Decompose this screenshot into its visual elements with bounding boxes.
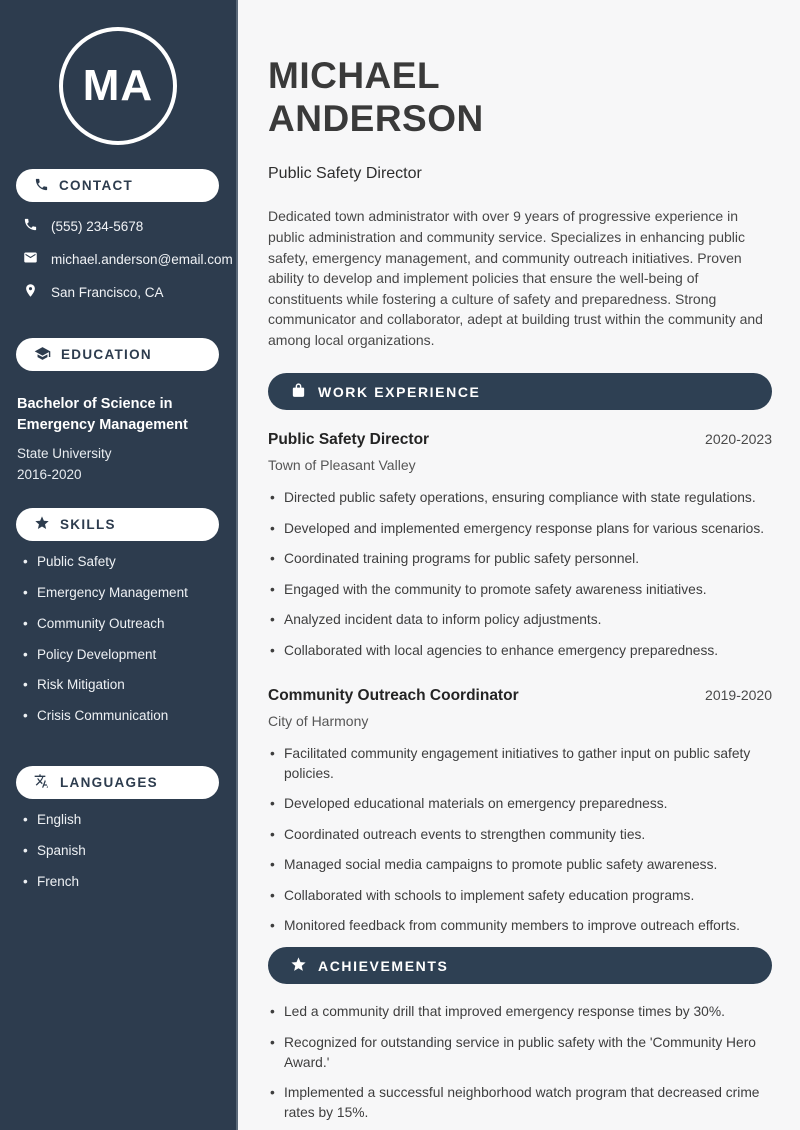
achievements-section-header — [268, 947, 772, 984]
contact-list — [0, 217, 236, 301]
work-experience-section-header — [268, 373, 772, 410]
skills-section-title: SKILLS — [60, 516, 116, 532]
language-item: • English — [23, 811, 222, 830]
education-years: 2016-2020 — [17, 466, 82, 482]
contact-item-location — [0, 283, 236, 301]
job-bullet: • Analyzed incident data to inform policy adjustments. — [268, 610, 772, 630]
job-header — [268, 687, 772, 705]
job-dates: 2019-2020 — [705, 686, 772, 703]
job-bullet: • Directed public safety operations, ensuring compliance with state regulations. — [268, 488, 772, 508]
candidate-job-title: Public Safety Director — [268, 165, 422, 183]
candidate-first-name: MICHAEL — [268, 54, 441, 96]
candidate-name — [268, 55, 772, 141]
professional-summary: Dedicated town administrator with over 9 years of progressive experience in public administration and community service. Specializes in enhancing public safety, emergency management, and community outreach initiatives. Proven ability to develop and implement policies that ensure the well-being of constituents while fostering a culture of safety and preparedness. Strong communicator and collaborator, adept at building trust within the community and among local organizations. — [268, 208, 763, 348]
job-entry — [268, 431, 772, 661]
skills-section-header — [16, 508, 219, 541]
job-bullet: • Monitored feedback from community members to improve outreach efforts. — [268, 916, 772, 936]
contact-section-header — [16, 169, 219, 202]
main-content — [238, 0, 800, 1130]
languages-section-title: LANGUAGES — [60, 775, 158, 791]
briefcase-icon — [290, 382, 307, 402]
contact-email-value: michael.anderson@email.com — [51, 251, 233, 267]
job-title: Public Safety Director — [268, 431, 430, 449]
avatar — [59, 27, 177, 145]
job-bullet-list — [268, 744, 772, 937]
skill-item: • Policy Development — [23, 646, 222, 665]
job-entry — [268, 687, 772, 937]
job-header — [268, 431, 772, 449]
achievement-bullet: • Implemented a successful neighborhood watch program that decreased crime rates by 15%. — [268, 1083, 772, 1123]
candidate-last-name: ANDERSON — [268, 97, 484, 139]
education-degree: Bachelor of Science in Emergency Management — [17, 396, 188, 434]
job-bullet-list — [268, 488, 772, 661]
contact-section-title: CONTACT — [59, 178, 134, 193]
skill-item: • Crisis Communication — [23, 707, 222, 726]
job-bullet: • Developed educational materials on emergency preparedness. — [268, 794, 772, 814]
achievements-section-title: ACHIEVEMENTS — [318, 957, 449, 974]
translate-icon — [34, 773, 50, 792]
skill-item: • Public Safety — [23, 553, 222, 572]
phone-icon — [23, 217, 38, 235]
education-entry — [0, 394, 236, 482]
contact-item-phone — [0, 217, 236, 235]
star-icon — [34, 515, 50, 534]
job-bullet: • Engaged with the community to promote safety awareness initiatives. — [268, 580, 772, 600]
languages-list — [0, 811, 236, 892]
language-item: • French — [23, 873, 222, 892]
job-bullet: • Managed social media campaigns to promote public safety awareness. — [268, 855, 772, 875]
achievement-bullet: • Recognized for outstanding service in public safety with the 'Community Hero Award.' — [268, 1033, 772, 1073]
achievement-bullet: • Led a community drill that improved emergency response times by 30%. — [268, 1002, 772, 1022]
education-section-header — [16, 338, 219, 371]
avatar-initials: MA — [82, 61, 154, 110]
education-school: State University — [17, 445, 112, 461]
job-bullet: • Developed and implemented emergency response plans for various scenarios. — [268, 519, 772, 539]
job-bullet: • Collaborated with schools to implement safety education programs. — [268, 886, 772, 906]
contact-phone-value: (555) 234-5678 — [51, 218, 144, 234]
contact-location-value: San Francisco, CA — [51, 284, 164, 300]
phone-icon — [34, 177, 49, 195]
language-item: • Spanish — [23, 842, 222, 861]
job-bullet: • Coordinated outreach events to strengthen community ties. — [268, 825, 772, 845]
skills-list — [0, 553, 236, 726]
skill-item: • Emergency Management — [23, 584, 222, 603]
languages-section-header — [16, 766, 219, 799]
sidebar — [0, 0, 238, 1130]
email-icon — [23, 250, 38, 268]
job-bullet: • Coordinated training programs for public safety personnel. — [268, 549, 772, 569]
education-section-title: EDUCATION — [61, 347, 152, 362]
job-title: Community Outreach Coordinator — [268, 686, 519, 704]
work-experience-section-title: WORK EXPERIENCE — [318, 383, 481, 400]
skill-item: • Community Outreach — [23, 615, 222, 634]
contact-item-email — [0, 250, 236, 268]
graduation-cap-icon — [34, 345, 51, 365]
star-icon — [290, 956, 307, 976]
location-icon — [23, 283, 38, 301]
job-bullet: • Collaborated with local agencies to enhance emergency preparedness. — [268, 641, 772, 661]
job-dates: 2020-2023 — [705, 431, 772, 448]
job-company: Town of Pleasant Valley — [268, 457, 416, 474]
job-bullet: • Facilitated community engagement initiatives to gather input on public safety policies. — [268, 744, 772, 784]
achievements-list — [268, 1002, 772, 1123]
job-company: City of Harmony — [268, 712, 369, 729]
skill-item: • Risk Mitigation — [23, 676, 222, 695]
